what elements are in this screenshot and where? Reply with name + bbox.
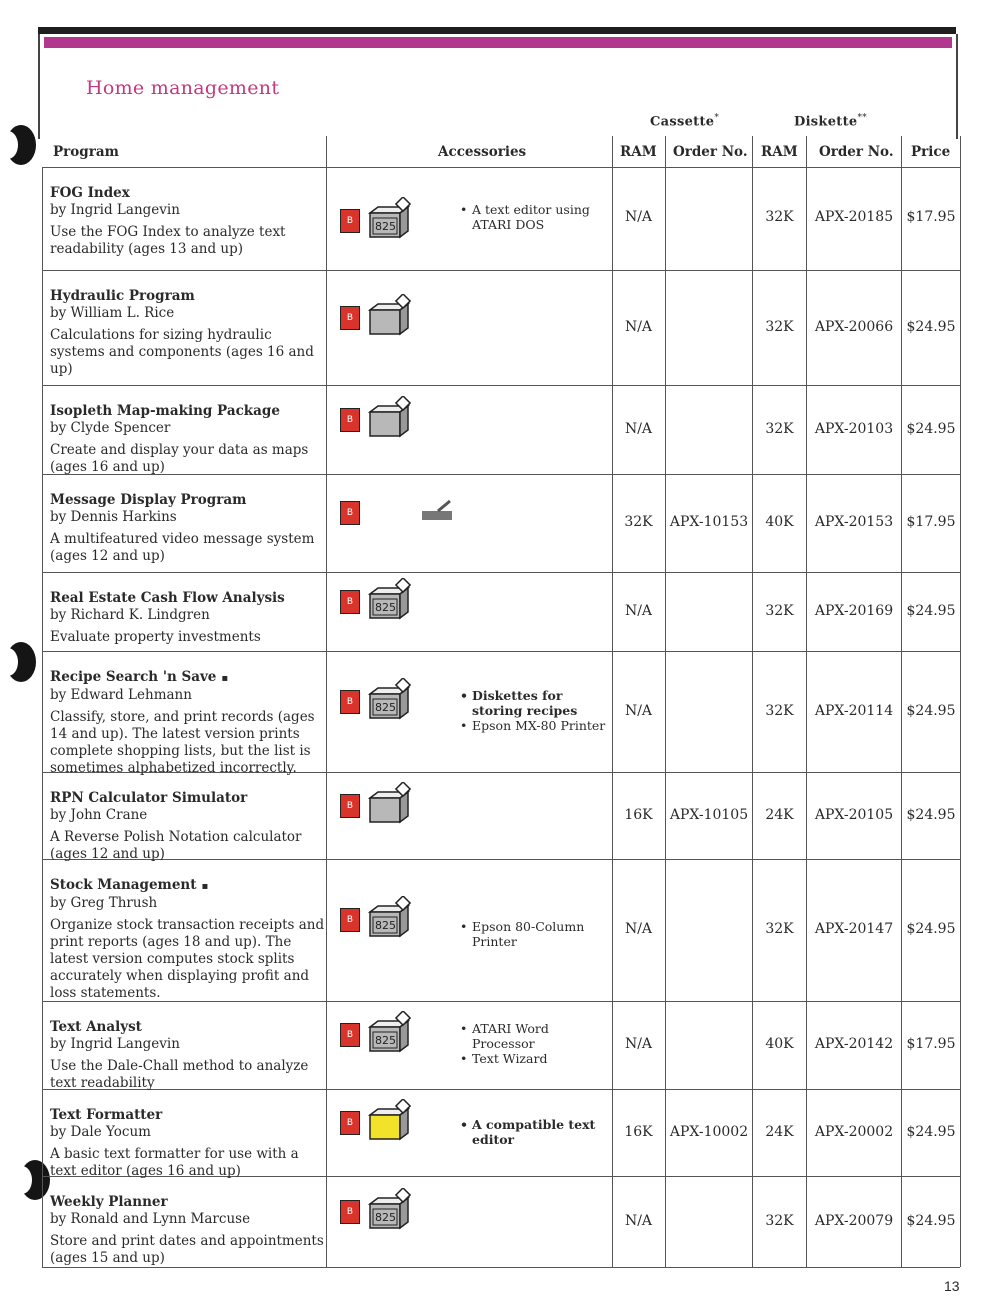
basic-cartridge-icon: B bbox=[340, 501, 360, 525]
table-row-divider bbox=[42, 385, 960, 386]
diskette-ram: 40K bbox=[765, 514, 794, 530]
program-author: by John Crane bbox=[50, 807, 148, 823]
col-header-price: Price bbox=[911, 144, 951, 160]
table-column-divider bbox=[960, 136, 961, 1267]
diskette-order-number: APX-20169 bbox=[814, 602, 894, 619]
accessory-item: • Diskettes for storing recipes bbox=[460, 688, 615, 718]
basic-cartridge-icon: B bbox=[340, 794, 360, 818]
program-recorder-icon bbox=[420, 499, 456, 523]
program-description: Create and display your data as maps (ages 16 and up) bbox=[50, 442, 309, 475]
disk-drive-label: 825 bbox=[375, 919, 396, 932]
diskette-order-number: APX-20142 bbox=[814, 1036, 894, 1052]
frame-left-line bbox=[38, 34, 40, 139]
cassette-ram: N/A bbox=[624, 921, 653, 937]
program-cell bbox=[50, 1019, 328, 1092]
cassette-ram: N/A bbox=[624, 209, 653, 225]
basic-cartridge-icon: B bbox=[340, 908, 360, 932]
price: $24.95 bbox=[906, 420, 956, 437]
program-name bbox=[50, 1107, 328, 1124]
table-row-divider bbox=[42, 270, 960, 271]
cassette-ram: N/A bbox=[624, 1036, 653, 1052]
disk-drive-icon bbox=[368, 578, 414, 622]
disk-drive-label: 825 bbox=[375, 220, 396, 233]
program-author: by Richard K. Lindgren bbox=[50, 607, 210, 623]
page-number: 13 bbox=[944, 1278, 960, 1294]
diskette-ram: 24K bbox=[765, 806, 794, 823]
disk-drive-icon bbox=[368, 782, 414, 826]
table-row-divider bbox=[42, 167, 960, 168]
program-name bbox=[50, 403, 328, 420]
accessory-item: • Epson MX-80 Printer bbox=[460, 718, 615, 733]
program-cell bbox=[50, 1107, 328, 1180]
program-cell bbox=[50, 1194, 328, 1267]
program-name bbox=[50, 1019, 328, 1036]
accessories-cell bbox=[460, 919, 615, 949]
col-header-program: Program bbox=[53, 144, 119, 160]
cassette-ram: 16K bbox=[624, 806, 653, 823]
program-name bbox=[50, 1194, 328, 1211]
magenta-band bbox=[44, 37, 952, 48]
diskette-order-number: APX-20185 bbox=[814, 209, 894, 225]
diskette-ram: 24K bbox=[765, 1123, 794, 1140]
table-column-divider bbox=[901, 136, 902, 1267]
program-description: Organize stock transaction receipts and print reports (ages 18 and up). The latest version computes stock splits accurately when displaying profit and loss statements. bbox=[50, 917, 325, 1001]
col-header-diskette-ram: RAM bbox=[761, 144, 798, 160]
disk-drive-label: 825 bbox=[375, 600, 396, 614]
program-name bbox=[50, 790, 328, 807]
accessories-cell bbox=[460, 688, 615, 733]
diskette-ram: 32K bbox=[765, 318, 794, 335]
cassette-order-number: APX-10153 bbox=[669, 514, 749, 530]
accessories-cell bbox=[460, 1021, 615, 1066]
accessory-item: • A compatible text editor bbox=[460, 1117, 615, 1147]
diskette-order-number: APX-20105 bbox=[814, 806, 894, 823]
diskette-ram: 32K bbox=[765, 1212, 794, 1229]
program-author: by Dale Yocum bbox=[50, 1124, 151, 1140]
program-name bbox=[50, 877, 328, 895]
col-header-cassette-ram: RAM bbox=[620, 144, 657, 160]
program-name-text: Message Display Program bbox=[50, 492, 247, 508]
diskette-order-number: APX-20103 bbox=[814, 420, 894, 437]
program-cell bbox=[50, 288, 328, 378]
basic-cartridge-icon: B bbox=[340, 408, 360, 432]
table-column-divider bbox=[42, 167, 43, 1267]
disk-drive-icon bbox=[368, 197, 414, 241]
diskette-ram: 32K bbox=[765, 420, 794, 437]
diskette-order-number: APX-20079 bbox=[814, 1212, 894, 1229]
section-title: Home management bbox=[86, 77, 280, 99]
program-name-text: Text Analyst bbox=[50, 1019, 142, 1035]
program-description: Classify, store, and print records (ages 14 and up). The latest version prints complete shopping lists, but the list is sometimes alphabetized incorrectly. bbox=[50, 709, 315, 776]
basic-cartridge-icon: B bbox=[340, 209, 360, 233]
cassette-ram: 16K bbox=[624, 1123, 653, 1140]
diskette-ram: 40K bbox=[765, 1036, 794, 1052]
program-cell bbox=[50, 403, 328, 476]
program-author: by Clyde Spencer bbox=[50, 420, 171, 436]
program-name-text: FOG Index bbox=[50, 185, 130, 201]
price: $24.95 bbox=[906, 1212, 956, 1229]
price: $17.95 bbox=[906, 209, 956, 225]
col-header-accessories: Accessories bbox=[438, 144, 527, 160]
accessories-cell bbox=[460, 202, 615, 232]
program-description: A Reverse Polish Notation calculator (ages 12 and up) bbox=[50, 829, 302, 862]
program-name bbox=[50, 590, 328, 607]
diskette-ram: 32K bbox=[765, 921, 794, 937]
program-name-text: Isopleth Map-making Package bbox=[50, 403, 280, 419]
disk-drive-icon bbox=[368, 1011, 414, 1055]
cassette-order-number: APX-10105 bbox=[669, 806, 749, 823]
frame-right-line bbox=[956, 34, 958, 139]
program-name-text: Text Formatter bbox=[50, 1107, 163, 1123]
program-cell bbox=[50, 790, 328, 863]
program-name-text: Stock Management bbox=[50, 877, 197, 893]
cassette-ram: N/A bbox=[624, 1212, 653, 1229]
program-cell bbox=[50, 492, 328, 565]
disk-drive-icon bbox=[368, 396, 414, 440]
revision-mark: ▪ bbox=[201, 881, 209, 892]
basic-cartridge-icon: B bbox=[340, 590, 360, 614]
program-description: Use the FOG Index to analyze text readability (ages 13 and up) bbox=[50, 224, 286, 257]
revision-mark: ▪ bbox=[221, 673, 229, 684]
binder-hole-icon bbox=[6, 642, 36, 682]
price: $24.95 bbox=[906, 1123, 956, 1140]
diskette-order-number: APX-20153 bbox=[814, 514, 894, 530]
program-cell bbox=[50, 669, 328, 777]
basic-cartridge-icon: B bbox=[340, 1023, 360, 1047]
program-name-text: Recipe Search 'n Save bbox=[50, 669, 217, 685]
program-description: A multifeatured video message system (ages 12 and up) bbox=[50, 531, 315, 564]
program-author: by Edward Lehmann bbox=[50, 687, 192, 703]
program-name-text: RPN Calculator Simulator bbox=[50, 790, 248, 806]
accessory-item: • Text Wizard bbox=[460, 1051, 615, 1066]
cassette-group-header: Cassette* bbox=[650, 113, 720, 130]
program-name bbox=[50, 492, 328, 509]
program-author: by Ingrid Langevin bbox=[50, 1036, 180, 1052]
diskette-order-number: APX-20114 bbox=[814, 702, 894, 719]
top-rule bbox=[38, 27, 956, 34]
disk-drive-icon bbox=[368, 1099, 414, 1143]
diskette-ram: 32K bbox=[765, 209, 794, 225]
cassette-ram: N/A bbox=[624, 602, 653, 619]
cassette-ram: 32K bbox=[624, 514, 653, 530]
cassette-ram: N/A bbox=[624, 702, 653, 719]
program-author: by William L. Rice bbox=[50, 305, 175, 321]
price: $17.95 bbox=[906, 514, 956, 530]
program-description: A basic text formatter for use with a text editor (ages 16 and up) bbox=[50, 1146, 299, 1179]
price: $17.95 bbox=[906, 1036, 956, 1052]
cassette-ram: N/A bbox=[624, 318, 653, 335]
basic-cartridge-icon: B bbox=[340, 690, 360, 714]
price: $24.95 bbox=[906, 318, 956, 335]
table-row-divider bbox=[42, 1267, 960, 1268]
accessory-item: • A text editor using ATARI DOS bbox=[460, 202, 615, 232]
price: $24.95 bbox=[906, 921, 956, 937]
program-author: by Ingrid Langevin bbox=[50, 202, 180, 218]
program-name-text: Hydraulic Program bbox=[50, 288, 195, 304]
program-cell bbox=[50, 590, 328, 646]
price: $24.95 bbox=[906, 702, 956, 719]
disk-drive-label: 825 bbox=[375, 1034, 396, 1047]
accessory-item: • ATARI Word Processor bbox=[460, 1021, 615, 1051]
diskette-order-number: APX-20002 bbox=[814, 1123, 894, 1140]
accessories-cell bbox=[460, 1117, 615, 1147]
program-description: Store and print dates and appointments (ages 15 and up) bbox=[50, 1233, 324, 1266]
cassette-ram: N/A bbox=[624, 420, 653, 437]
price: $24.95 bbox=[906, 806, 956, 823]
disk-drive-icon bbox=[368, 294, 414, 338]
program-author: by Ronald and Lynn Marcuse bbox=[50, 1211, 251, 1227]
program-cell bbox=[50, 185, 328, 258]
table-row-divider bbox=[42, 651, 960, 652]
cassette-order-number: APX-10002 bbox=[669, 1123, 749, 1140]
table-row-divider bbox=[42, 572, 960, 573]
disk-drive-icon bbox=[368, 896, 414, 940]
col-header-cassette-order: Order No. bbox=[673, 144, 748, 160]
program-name bbox=[50, 669, 328, 687]
program-description: Use the Dale-Chall method to analyze text readability bbox=[50, 1058, 309, 1091]
binder-hole-icon bbox=[6, 125, 36, 165]
program-description: Evaluate property investments bbox=[50, 629, 261, 645]
diskette-ram: 32K bbox=[765, 602, 794, 619]
program-name-text: Real Estate Cash Flow Analysis bbox=[50, 590, 285, 606]
disk-drive-icon bbox=[368, 678, 414, 722]
binder-hole-icon bbox=[20, 1160, 50, 1200]
diskette-order-number: APX-20066 bbox=[814, 318, 894, 335]
program-author: by Dennis Harkins bbox=[50, 509, 177, 525]
program-name bbox=[50, 185, 328, 202]
table-column-divider bbox=[665, 136, 666, 1267]
price: $24.95 bbox=[906, 602, 956, 619]
disk-drive-icon bbox=[368, 1188, 414, 1232]
col-header-diskette-order: Order No. bbox=[819, 144, 894, 160]
accessory-item: • Epson 80-Column Printer bbox=[460, 919, 615, 949]
disk-drive-label: 825 bbox=[375, 700, 396, 714]
program-cell bbox=[50, 877, 328, 1002]
basic-cartridge-icon: B bbox=[340, 1111, 360, 1135]
program-name bbox=[50, 288, 328, 305]
table-column-divider bbox=[752, 136, 753, 1267]
program-name-text: Weekly Planner bbox=[50, 1194, 168, 1210]
basic-cartridge-icon: B bbox=[340, 1200, 360, 1224]
diskette-group-header: Diskette** bbox=[794, 113, 868, 130]
diskette-ram: 32K bbox=[765, 702, 794, 719]
table-column-divider bbox=[806, 136, 807, 1267]
program-description: Calculations for sizing hydraulic systems and components (ages 16 and up) bbox=[50, 327, 314, 377]
basic-cartridge-icon: B bbox=[340, 306, 360, 330]
disk-drive-label: 825 bbox=[375, 1210, 396, 1224]
program-author: by Greg Thrush bbox=[50, 895, 158, 911]
diskette-order-number: APX-20147 bbox=[814, 921, 894, 937]
